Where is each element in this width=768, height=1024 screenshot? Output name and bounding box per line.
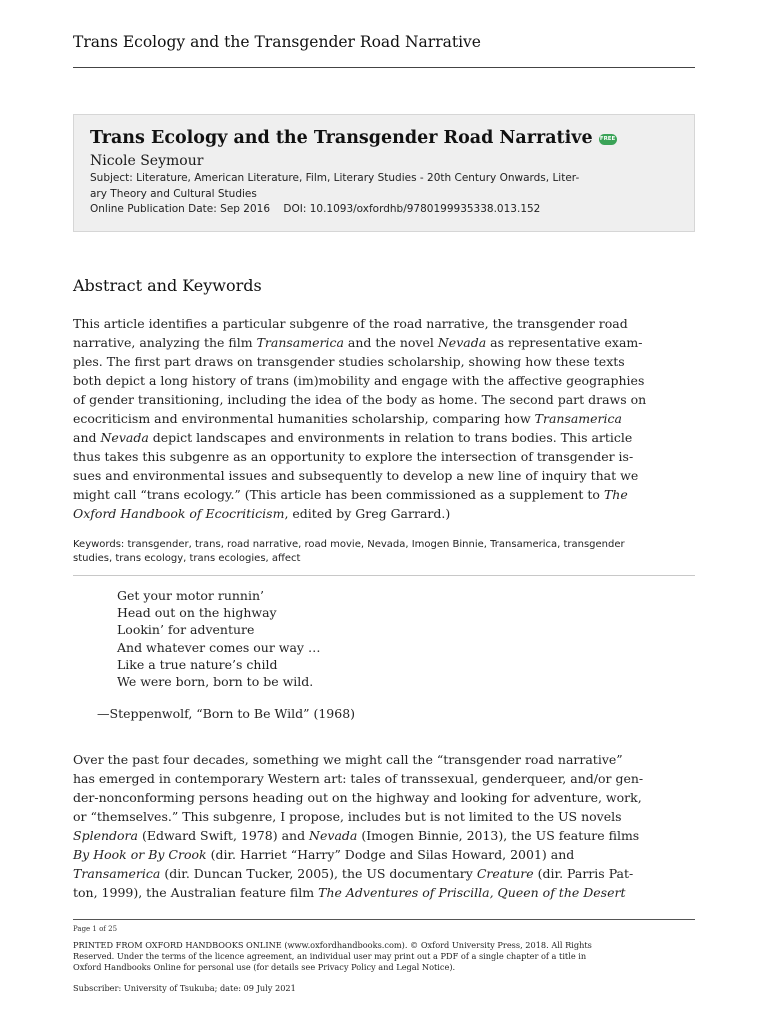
text-line: and Nevada depict landscapes and environments in relation to trans bodies. This article [73, 430, 633, 445]
novel-title: Nevada [309, 828, 358, 843]
footer-rule [73, 919, 695, 920]
section-divider [73, 575, 695, 576]
text-line: has emerged in contemporary Western art: tales of transsexual, genderqueer, and/or gen- [73, 771, 644, 786]
pub-date: Sep 2016 [220, 203, 271, 215]
film-title: Transamerica [256, 335, 344, 350]
epigraph-line: We were born, born to be wild. [117, 673, 314, 689]
epigraph-line: Like a true nature’s child [117, 656, 278, 672]
text-line: might call “trans ecology.” (This article has been commissioned as a supplement to The [73, 487, 628, 502]
text-line: ton, 1999), the Australian feature film The Adventures of Priscilla, Queen of the Desert [73, 885, 626, 900]
epigraph-line: Get your motor runnin’ [117, 588, 264, 603]
epigraph-line: Head out on the highway [117, 605, 277, 621]
text-line: Transamerica (dir. Duncan Tucker, 2005), the US documentary Creature (dir. Parris Pat- [73, 866, 634, 881]
text-line: Splendora (Edward Swift, 1978) and Nevada (Imogen Binnie, 2013), the US feature films [73, 828, 640, 843]
publication-line [90, 202, 678, 218]
notice-line: PRINTED FROM OXFORD HANDBOOKS ONLINE (www.oxfordhandbooks.com). © Oxford University Press, 2018. All Rights [73, 940, 592, 950]
text-line: By Hook or By Crook (dir. Harriet “Harry” Dodge and Silas Howard, 2001) and [73, 847, 575, 862]
copyright-notice [73, 940, 695, 973]
notice-line: Oxford Handbooks Online for personal use (for details see Privacy Policy and Legal Notice). [73, 962, 456, 972]
text-line: narrative, analyzing the film Transamerica and the novel Nevada as representative exam- [73, 335, 643, 350]
subject-values[interactable]: Literature, American Literature, Film, Literary Studies - 20th Century Onwards, Liter- [136, 172, 580, 184]
page-number: Page 1 of 25 [73, 925, 118, 933]
text-line: or “themselves.” This subgenre, I propose, includes but is not limited to the US novels [73, 809, 622, 824]
keywords-line: Keywords: transgender, trans, road narrative, road movie, Nevada, Imogen Binnie, Transamerica, transgender [73, 539, 625, 550]
text-line: of gender transitioning, including the idea of the body as home. The second part draws on [73, 392, 647, 407]
notice-line: Reserved. Under the terms of the licence agreement, an individual user may print out a PDF of a single chapter of a title in [73, 951, 587, 961]
text-line: ecocriticism and environmental humanities scholarship, comparing how Transamerica [73, 411, 622, 426]
film-title: Transamerica [73, 866, 161, 881]
doi-value[interactable]: 10.1093/oxfordhb/9780199935338.013.152 [309, 203, 541, 215]
text-line: Oxford Handbook of Ecocriticism, edited by Greg Garrard.) [73, 506, 451, 521]
keywords-line: studies, trans ecology, trans ecologies, affect [73, 553, 301, 564]
section-heading: Abstract and Keywords [73, 276, 262, 295]
book-title: Oxford Handbook of Ecocriticism [73, 506, 285, 521]
text-line: sues and environmental issues and subsequently to develop a new line of inquiry that we [73, 468, 639, 483]
article-title-line [90, 126, 678, 150]
novel-title: Splendora [73, 828, 138, 843]
film-title: Creature [476, 866, 534, 881]
novel-title: Nevada [437, 335, 487, 350]
abstract-paragraph [73, 314, 695, 523]
doi-label: DOI: [283, 203, 307, 215]
pub-date-label: Online Publication Date: [90, 203, 217, 215]
epigraph-line: Lookin’ for adventure [117, 622, 255, 638]
film-title: Transamerica [534, 411, 622, 426]
text-line: This article identifies a particular subgenre of the road narrative, the transgender road [73, 316, 628, 331]
text-line: thus takes this subgenre as an opportunity to explore the intersection of transgender is- [73, 449, 634, 464]
text-line: both depict a long history of trans (im)mobility and engage with the affective geographies [73, 373, 645, 388]
epigraph-line: And whatever comes our way … [117, 639, 321, 655]
film-title: The Adventures of Priscilla, Queen of the Desert [318, 885, 626, 900]
book-title: The [603, 487, 628, 502]
text-line: der-nonconforming persons heading out on the highway and looking for adventure, work, [73, 790, 642, 805]
epigraph [117, 587, 320, 690]
header-rule [73, 67, 695, 68]
epigraph-attribution: —Steppenwolf, “Born to Be Wild” (1968) [97, 706, 356, 721]
author-name[interactable]: Nicole Seymour [90, 153, 204, 169]
body-paragraph [73, 750, 695, 902]
running-head: Trans Ecology and the Transgender Road Narrative [73, 33, 481, 51]
free-badge-icon: FREE [599, 134, 617, 145]
subscriber-info: Subscriber: University of Tsukuba; date: 09 July 2021 [73, 983, 296, 993]
article-title: Trans Ecology and the Transgender Road Narrative [90, 128, 593, 148]
subject-line [90, 171, 678, 187]
subject-line-continued[interactable]: ary Theory and Cultural Studies [90, 187, 257, 200]
subject-label: Subject: [90, 172, 133, 184]
keywords [73, 538, 695, 566]
text-line: ples. The first part draws on transgender studies scholarship, showing how these texts [73, 354, 625, 369]
film-title: By Hook or By Crook [73, 847, 207, 862]
novel-title: Nevada [100, 430, 149, 445]
text-line: Over the past four decades, something we might call the “transgender road narrative” [73, 752, 623, 767]
article-metadata-box [73, 114, 695, 232]
